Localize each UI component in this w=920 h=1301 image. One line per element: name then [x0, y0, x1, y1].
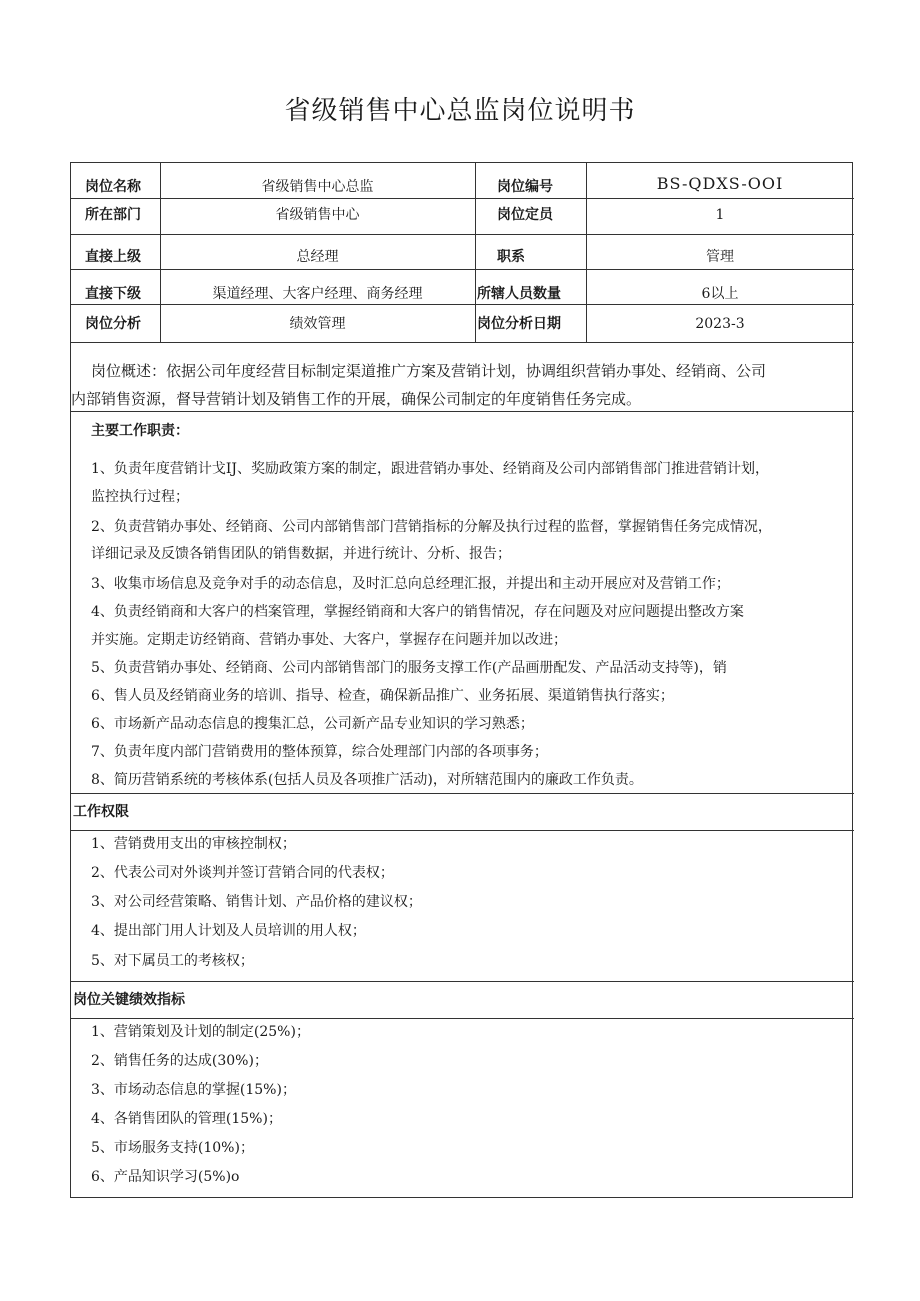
kpi-item: 5、市场服务支持(10%)；	[91, 1140, 254, 1156]
page-title: 省级销售中心总监岗位说明书	[284, 96, 636, 126]
duty-line: 并实施。定期走访经销商、营销办事处、大客户，掌握存在问题并加以改进；	[91, 632, 567, 648]
kpi-item: 6、产品知识学习(5%)o	[91, 1169, 240, 1185]
kpi-item: 1、营销策划及计划的制定(25%)；	[91, 1024, 310, 1040]
label-headcount: 岗位定员	[497, 207, 553, 223]
duty-line: 8、简历营销系统的考核体系(包括人员及各项推广活动)，对所辖范围内的廉政工作负责。	[91, 772, 643, 788]
value-analysis-date: 2023-3	[695, 316, 745, 332]
kpi-item: 3、市场动态信息的掌握(15%)；	[91, 1082, 296, 1098]
value-job-code: BS-QDXS-OOI	[656, 174, 784, 193]
value-staff-count: 6以上	[701, 286, 739, 302]
duty-line: 2、负责营销办事处、经销商、公司内部销售部门营销指标的分解及执行过程的监督，掌握销售任务完成情况，	[91, 519, 772, 535]
label-department: 所在部门	[85, 207, 141, 223]
value-department: 省级销售中心	[275, 207, 360, 223]
label-analysis-date: 岗位分析日期	[477, 316, 561, 332]
duty-line: 7、负责年度内部门营销费用的整体预算，综合处理部门内部的各项事务；	[91, 744, 548, 760]
kpi-item: 2、销售任务的达成(30%)；	[91, 1053, 268, 1069]
value-subordinates: 渠道经理、大客户经理、商务经理	[212, 286, 423, 302]
value-job-analysis: 绩效管理	[289, 316, 346, 332]
duty-line: 3、收集市场信息及竞争对手的动态信息，及时汇总向总经理汇报，并提出和主动开展应对及营销工作；	[91, 576, 730, 592]
authority-item: 3、对公司经营策略、销售计划、产品价格的建议权；	[91, 894, 422, 910]
duty-line: 监控执行过程；	[91, 489, 189, 505]
duty-line: 6、售人员及经销商业务的培训、指导、检查，确保新品推广、业务拓展、渠道销售执行落实；	[91, 688, 674, 704]
authority-item: 2、代表公司对外谈判并签订营销合同的代表权；	[91, 865, 394, 881]
label-job-title: 岗位名称	[85, 179, 141, 195]
duty-line: 详细记录及反馈各销售团队的销售数据，并进行统计、分析、报告；	[91, 546, 511, 562]
label-job-code: 岗位编号	[497, 179, 553, 195]
label-superior: 直接上级	[85, 249, 141, 265]
authority-heading: 工作权限	[73, 804, 129, 820]
value-headcount: 1	[715, 207, 725, 223]
value-superior: 总经理	[296, 249, 339, 265]
authority-item: 4、提出部门用人计划及人员培训的用人权；	[91, 923, 366, 939]
duties-heading: 主要工作职责：	[91, 423, 189, 439]
overview-line-1: 岗位概述：依据公司年度经营目标制定渠道推广方案及营销计划，协调组织营销办事处、经销商、公司	[91, 362, 767, 380]
authority-item: 5、对下属员工的考核权；	[91, 953, 254, 969]
job-description-table	[70, 162, 853, 1198]
duty-line: 5、负责营销办事处、经销商、公司内部销售部门的服务支撑工作(产品画册配发、产品活动支持等)，销	[91, 660, 727, 676]
label-staff-count: 所辖人员数量	[477, 286, 561, 302]
overview-line-2: 内部销售资源，督导营销计划及销售工作的开展，确保公司制定的年度销售任务完成。	[71, 390, 642, 408]
duty-line: 4、负责经销商和大客户的档案管理，掌握经销商和大客户的销售情况，存在问题及对应问题提出整改方案	[91, 604, 744, 620]
authority-item: 1、营销费用支出的审核控制权；	[91, 836, 296, 852]
kpi-heading: 岗位关键绩效指标	[73, 992, 185, 1008]
value-job-title: 省级销售中心总监	[261, 179, 374, 195]
value-job-family: 管理	[706, 249, 734, 265]
label-subordinates: 直接下级	[85, 286, 141, 302]
duty-line: 6、市场新产品动态信息的搜集汇总，公司新产品专业知识的学习熟悉；	[91, 716, 534, 732]
label-job-family: 职系	[497, 249, 525, 265]
kpi-item: 4、各销售团队的管理(15%)；	[91, 1111, 282, 1127]
label-job-analysis: 岗位分析	[85, 316, 141, 332]
duty-line: 1、负责年度营销计戈IJ、奖励政策方案的制定，跟进营销办事处、经销商及公司内部销售部门推进营销计划，	[91, 461, 770, 477]
